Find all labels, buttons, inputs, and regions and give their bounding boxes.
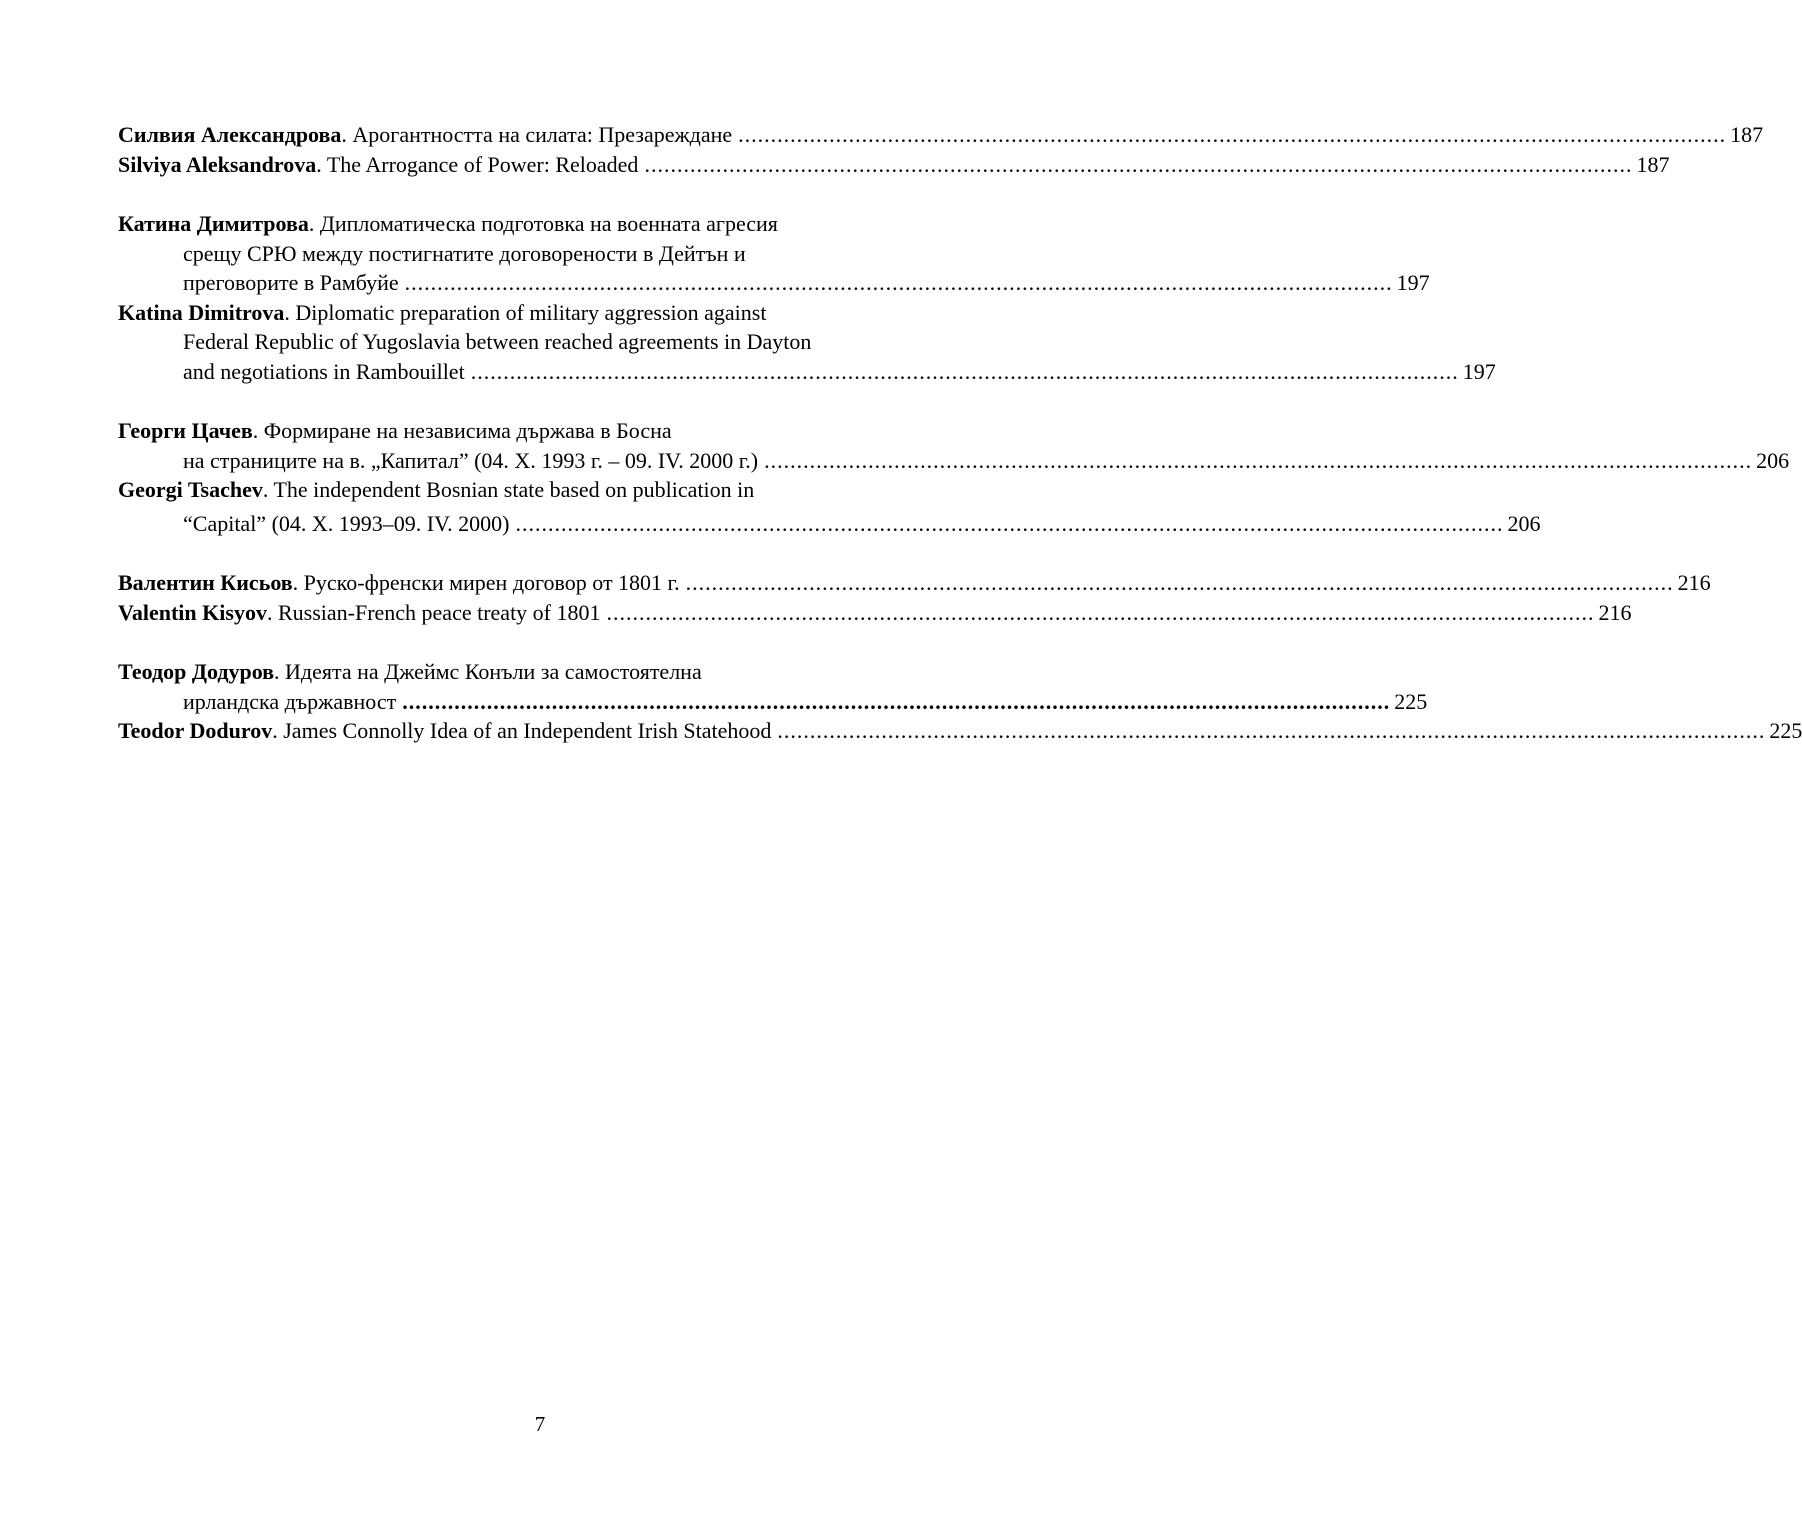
toc-entry-text xyxy=(118,120,732,150)
article-title: . Дипломатическа подготовка на военната агресия xyxy=(308,211,778,236)
toc-group xyxy=(118,657,1802,746)
author-name: Katina Dimitrova xyxy=(118,299,285,325)
toc-entry-text xyxy=(118,150,638,180)
toc-entry-text xyxy=(118,416,672,446)
toc-line xyxy=(118,239,942,269)
toc-line xyxy=(118,716,1802,746)
page-number: 206 xyxy=(1756,447,1790,473)
page-number: 187 xyxy=(1636,151,1670,177)
dot-leader: ........................................................................................................................................................ xyxy=(777,718,1766,743)
author-name: Georgi Tsachev xyxy=(118,477,263,502)
page-number: 216 xyxy=(1677,570,1711,595)
toc-entry-text xyxy=(118,568,680,598)
toc-entry-text xyxy=(118,475,754,505)
article-title: . The Arrogance of Power: Reloaded xyxy=(316,151,639,177)
article-title: and negotiations in Rambouillet xyxy=(183,358,465,384)
toc-line xyxy=(118,475,942,505)
dot-leader: ........................................................................................................................................................ xyxy=(606,599,1595,625)
author-name: Силвия Александрова xyxy=(118,122,342,147)
toc-line xyxy=(118,357,1496,387)
toc-entry xyxy=(118,475,1541,538)
article-title: . Diplomatic preparation of military aggression against xyxy=(284,299,767,325)
toc-line xyxy=(118,509,1541,539)
dot-leader: ........................................................................................................................................................ xyxy=(738,122,1727,147)
toc-line xyxy=(118,568,1711,598)
dot-leader: ........................................................................................................................................................ xyxy=(764,447,1753,473)
page-number: 225 xyxy=(1769,718,1802,743)
toc-line xyxy=(118,446,1790,476)
page-folio: 7 xyxy=(534,1412,546,1436)
article-title: . Арогантността на силата: Презареждане xyxy=(341,122,733,147)
author-name: Катина Димитрова xyxy=(118,211,309,236)
dot-leader: ........................................................................................................................................................ xyxy=(470,358,1459,384)
toc-entry xyxy=(118,150,1670,180)
toc-line xyxy=(118,120,1764,150)
article-title: Federal Republic of Yugoslavia between reached agreements in Dayton xyxy=(183,329,812,354)
toc-line xyxy=(118,268,1430,298)
toc-line xyxy=(118,327,942,357)
author-name: Silviya Aleksandrova xyxy=(118,151,317,177)
article-title: преговорите в Рамбуйе xyxy=(183,270,399,295)
toc-line xyxy=(118,416,942,446)
article-title: “Capital” (04. X. 1993–09. IV. 2000) xyxy=(183,510,510,536)
toc-entry-text xyxy=(118,209,778,239)
toc-entry xyxy=(118,120,1764,150)
toc-group xyxy=(118,120,1764,179)
toc-group xyxy=(118,568,1711,627)
page-number: 197 xyxy=(1396,270,1430,295)
author-name: Valentin Kisyov xyxy=(118,599,267,625)
toc-entry xyxy=(118,657,1428,716)
toc-group xyxy=(118,209,1496,386)
toc-entry xyxy=(118,416,1790,475)
author-name: Георги Цачев xyxy=(118,418,253,443)
page-number: 197 xyxy=(1462,358,1496,384)
toc-entry-text xyxy=(118,657,702,687)
toc-line xyxy=(118,687,1428,717)
page-number: 206 xyxy=(1507,510,1541,536)
toc-line xyxy=(118,657,942,687)
article-title: . The independent Bosnian state based on publication in xyxy=(262,477,755,502)
article-title: срещу СРЮ между постигнатите договорености в Дейтън и xyxy=(183,240,746,266)
dot-leader: ........................................................................................................................................................ xyxy=(404,270,1393,295)
dot-leader: ........................................................................................................................................................ xyxy=(402,688,1391,714)
article-title: . Формиране на независима държава в Босна xyxy=(252,418,672,443)
dot-leader: ........................................................................................................................................................ xyxy=(515,510,1504,536)
article-title: на страниците на в. „Капитал” (04. X. 1993 г. – 09. IV. 2000 г.) xyxy=(183,447,759,473)
dot-leader: ........................................................................................................................................................ xyxy=(685,570,1674,595)
toc-entry-text xyxy=(118,598,601,628)
author-name: Teodor Dodurov xyxy=(118,718,273,743)
toc-entry xyxy=(118,598,1632,628)
toc-entry xyxy=(118,716,1802,746)
page-number: 225 xyxy=(1394,688,1428,714)
dot-leader: ........................................................................................................................................................ xyxy=(644,151,1633,177)
toc-entry-text xyxy=(118,716,771,746)
toc-line xyxy=(118,598,1632,628)
author-name: Валентин Кисьов xyxy=(118,570,293,595)
toc-entry xyxy=(118,209,1430,298)
article-title: . Идеята на Джеймс Конъли за самостоятелна xyxy=(274,659,702,684)
article-title: . Russian-French peace treaty of 1801 xyxy=(266,599,601,625)
page-number: 216 xyxy=(1598,599,1632,625)
article-title: . James Connolly Idea of an Independent Irish Statehood xyxy=(272,718,772,743)
page-number: 187 xyxy=(1730,122,1764,147)
article-title: . Руско-френски мирен договор от 1801 г. xyxy=(292,570,680,595)
toc-line xyxy=(118,209,942,239)
toc-entry xyxy=(118,298,1496,387)
author-name: Теодор Додуров xyxy=(118,659,275,684)
toc-group xyxy=(118,416,1790,538)
table-of-contents xyxy=(118,120,1802,776)
article-title: ирландска държавност xyxy=(183,688,397,714)
toc-line xyxy=(118,298,942,328)
toc-entry-text xyxy=(118,298,766,328)
toc-entry xyxy=(118,568,1711,598)
toc-line xyxy=(118,150,1670,180)
